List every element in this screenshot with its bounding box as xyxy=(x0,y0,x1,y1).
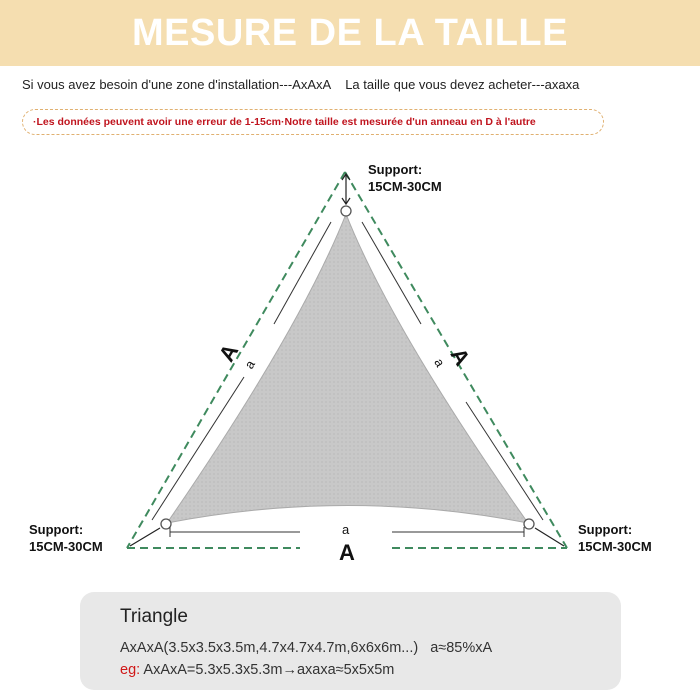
outer-right-label: A xyxy=(445,343,476,370)
support-label-left xyxy=(29,521,103,555)
available-sizes: AxAxA(3.5x3.5x3.5m,4.7x4.7x4.7m,6x6x6m...) xyxy=(120,640,419,656)
buy-size-text: La taille que vous devez acheter---axaxa xyxy=(345,77,580,92)
outer-left-label: A xyxy=(213,339,244,366)
page-title: MESURE DE LA TAILLE xyxy=(132,11,568,54)
support-label-right xyxy=(578,521,652,555)
support-label-top xyxy=(368,161,442,195)
outer-bottom-label: A xyxy=(339,540,355,565)
inner-right-label: a xyxy=(431,355,448,370)
example-text: AxAxA=5.3x5.3x5.3m→axaxa≈5x5x5m xyxy=(143,662,395,678)
inner-left-label: a xyxy=(241,357,258,372)
size-info-card xyxy=(80,592,621,690)
support-range-top: 15CM-30CM xyxy=(368,179,442,194)
d-ring-right xyxy=(524,519,534,529)
error-note: ·Les données peuvent avoir une erreur de 1-15cm xyxy=(33,116,282,128)
ratio-text: a≈85%xA xyxy=(430,640,493,656)
install-area-text: Si vous avez besoin d'une zone d'installation---AxAxA xyxy=(22,77,332,92)
support-title-top: Support: xyxy=(368,162,423,177)
support-range-right: 15CM-30CM xyxy=(578,539,652,554)
inner-bottom-label: a xyxy=(342,522,350,537)
measure-note: ·Notre taille est mesurée d'un anneau en D à l'autre xyxy=(281,116,536,128)
d-ring-top xyxy=(341,206,351,216)
support-range-left: 15CM-30CM xyxy=(29,539,103,554)
support-title-right: Support: xyxy=(578,522,633,537)
shade-sail xyxy=(167,214,528,523)
shape-title: Triangle xyxy=(120,606,188,627)
support-title-left: Support: xyxy=(29,522,84,537)
example-label: eg: xyxy=(120,662,141,678)
sizes-line xyxy=(120,637,621,659)
example-line xyxy=(120,659,621,681)
